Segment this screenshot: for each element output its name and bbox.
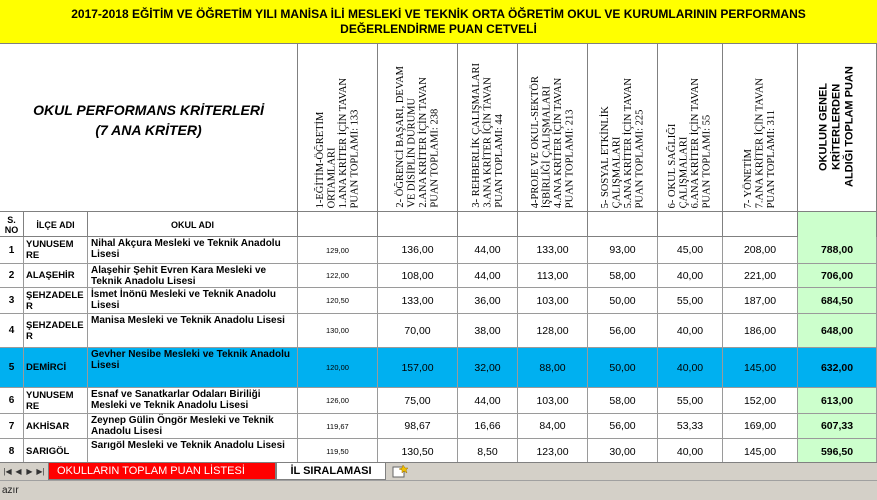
- total-score-cell[interactable]: 613,00: [798, 388, 877, 413]
- column-label-empty-7[interactable]: [723, 212, 798, 237]
- first-sheet-icon[interactable]: |◀: [3, 467, 12, 476]
- criterion-7-score-cell[interactable]: 145,00: [723, 348, 798, 387]
- criteria-title-line-2: (7 ANA KRİTER): [95, 122, 202, 138]
- table-row[interactable]: [0, 264, 877, 288]
- total-score-cell[interactable]: 788,00: [798, 237, 877, 263]
- criterion-5-score-cell[interactable]: 50,00: [588, 348, 658, 387]
- criteria-header-6-text: 6- OKUL SAĞLIĞI ÇALIŞMALARI 6.ANA KRİTER İÇİN TAVAN PUAN TOPLAMI: 55: [667, 77, 713, 208]
- criterion-7-score-cell[interactable]: 221,00: [723, 264, 798, 287]
- criterion-7-score-cell[interactable]: 145,00: [723, 439, 798, 462]
- table-row[interactable]: [0, 237, 877, 264]
- column-label-empty-3[interactable]: [458, 212, 518, 237]
- criterion-4-score-cell[interactable]: 123,00: [518, 439, 588, 462]
- column-label-empty-4[interactable]: [518, 212, 588, 237]
- criterion-1-score-cell[interactable]: 126,00: [298, 388, 378, 413]
- total-score-cell[interactable]: 684,50: [798, 288, 877, 313]
- criterion-5-score-cell[interactable]: 58,00: [588, 264, 658, 287]
- criterion-3-score-cell[interactable]: 44,00: [458, 237, 518, 263]
- column-label-empty-2[interactable]: [378, 212, 458, 237]
- table-row[interactable]: [0, 388, 877, 414]
- column-label-school[interactable]: OKUL ADI: [88, 212, 298, 237]
- criteria-header-7[interactable]: [723, 44, 798, 212]
- criteria-header-4-text: 4-PROJE VE OKUL-SEKTÖR İŞBİRLİĞİ ÇALIŞMALARI 4.ANA KRİTER İÇİN TAVAN PUAN TOPLAMI: 213: [529, 75, 575, 208]
- criteria-header-6[interactable]: [658, 44, 723, 212]
- criterion-1-score-cell[interactable]: 129,00: [298, 237, 378, 263]
- criteria-header-5[interactable]: [588, 44, 658, 212]
- criterion-6-score-cell[interactable]: 55,00: [658, 288, 723, 313]
- row-number-cell[interactable]: 6: [0, 388, 24, 413]
- criterion-2-score-cell[interactable]: 70,00: [378, 314, 458, 347]
- district-cell[interactable]: YUNUSEM RE: [24, 388, 88, 413]
- data-rows: [0, 237, 877, 462]
- table-row-highlighted[interactable]: [0, 348, 877, 388]
- criterion-2-score-cell[interactable]: 136,00: [378, 237, 458, 263]
- criteria-header-1-text: 1-EĞİTİM-ÖĞRETİM ORTAMLARI 1.ANA KRİTER İÇİN TAVAN PUAN TOPLAMI: 133: [314, 77, 360, 208]
- total-score-cell[interactable]: 648,00: [798, 314, 877, 347]
- criterion-1-score-cell[interactable]: 122,00: [298, 264, 378, 287]
- criterion-7-score-cell[interactable]: 186,00: [723, 314, 798, 347]
- criterion-6-score-cell[interactable]: 40,00: [658, 264, 723, 287]
- district-cell[interactable]: ŞEHZADELE R: [24, 314, 88, 347]
- row-number-cell[interactable]: 8: [0, 439, 24, 462]
- district-cell[interactable]: SARIGÖL: [24, 439, 88, 462]
- criteria-header-5-text: 5- SOSYAL ETKİNLİK ÇALIŞMALARI 5.ANA KRİTER İÇİN TAVAN PUAN TOPLAMI: 225: [599, 77, 645, 208]
- criterion-3-score-cell[interactable]: 38,00: [458, 314, 518, 347]
- criterion-1-score-cell[interactable]: 119,67: [298, 414, 378, 438]
- column-label-empty-total[interactable]: [798, 212, 877, 237]
- total-score-cell[interactable]: 706,00: [798, 264, 877, 287]
- criteria-title: [0, 44, 298, 212]
- column-label-district[interactable]: İLÇE ADI: [24, 212, 88, 237]
- criterion-1-score-cell[interactable]: 120,00: [298, 348, 378, 387]
- criterion-4-score-cell[interactable]: 133,00: [518, 237, 588, 263]
- criterion-2-score-cell[interactable]: 130,50: [378, 439, 458, 462]
- criterion-4-score-cell[interactable]: 103,00: [518, 388, 588, 413]
- district-cell[interactable]: ALAŞEHİR: [24, 264, 88, 287]
- school-name-cell[interactable]: Nihal Akçura Mesleki ve Teknik Anadolu Lisesi: [88, 237, 298, 263]
- criteria-header-4[interactable]: [518, 44, 588, 212]
- sheet-tab-total-score-list[interactable]: OKULLARIN TOPLAM PUAN LİSTESİ: [48, 463, 276, 480]
- school-name-cell[interactable]: Alaşehir Şehit Evren Kara Mesleki ve Teknik Anadolu Lisesi: [88, 264, 298, 287]
- criterion-5-score-cell[interactable]: 56,00: [588, 314, 658, 347]
- school-name-cell[interactable]: Sarıgöl Mesleki ve Teknik Anadolu Lisesi: [88, 439, 298, 462]
- criterion-5-score-cell[interactable]: 30,00: [588, 439, 658, 462]
- row-number-cell[interactable]: 4: [0, 314, 24, 347]
- criterion-1-score-cell[interactable]: 119,50: [298, 439, 378, 462]
- criterion-7-score-cell[interactable]: 208,00: [723, 237, 798, 263]
- table-row[interactable]: [0, 439, 877, 462]
- criterion-5-score-cell[interactable]: 56,00: [588, 414, 658, 438]
- criterion-6-score-cell[interactable]: 40,00: [658, 314, 723, 347]
- criterion-2-score-cell[interactable]: 133,00: [378, 288, 458, 313]
- district-cell[interactable]: ŞEHZADELE R: [24, 288, 88, 313]
- column-label-empty-6[interactable]: [658, 212, 723, 237]
- sheet-tab-province-ranking[interactable]: İL SIRALAMASI: [276, 463, 386, 480]
- criterion-3-score-cell[interactable]: 44,00: [458, 388, 518, 413]
- criterion-3-score-cell[interactable]: 32,00: [458, 348, 518, 387]
- column-label-row: [0, 212, 877, 237]
- school-name-cell[interactable]: İsmet İnönü Mesleki ve Teknik Anadolu Lisesi: [88, 288, 298, 313]
- column-label-empty-5[interactable]: [588, 212, 658, 237]
- criteria-header-2[interactable]: [378, 44, 458, 212]
- criterion-7-score-cell[interactable]: 152,00: [723, 388, 798, 413]
- criterion-5-score-cell[interactable]: 58,00: [588, 388, 658, 413]
- criterion-6-score-cell[interactable]: 55,00: [658, 388, 723, 413]
- insert-sheet-icon-graphic: [390, 464, 410, 479]
- total-score-cell[interactable]: 632,00: [798, 348, 877, 387]
- table-row[interactable]: [0, 314, 877, 348]
- total-score-header[interactable]: [798, 44, 877, 212]
- row-number-cell[interactable]: 2: [0, 264, 24, 287]
- row-number-cell[interactable]: 3: [0, 288, 24, 313]
- column-label-empty-1[interactable]: [298, 212, 378, 237]
- district-cell[interactable]: YUNUSEM RE: [24, 237, 88, 263]
- criterion-2-score-cell[interactable]: 108,00: [378, 264, 458, 287]
- criterion-4-score-cell[interactable]: 128,00: [518, 314, 588, 347]
- criterion-4-score-cell[interactable]: 103,00: [518, 288, 588, 313]
- criterion-5-score-cell[interactable]: 50,00: [588, 288, 658, 313]
- row-number-cell[interactable]: 7: [0, 414, 24, 438]
- criterion-6-score-cell[interactable]: 53,33: [658, 414, 723, 438]
- sheet-tab-bar: [0, 462, 877, 480]
- criterion-2-score-cell[interactable]: 98,67: [378, 414, 458, 438]
- criterion-4-score-cell[interactable]: 84,00: [518, 414, 588, 438]
- criteria-header-7-text: 7- YÖNETİM 7.ANA KRİTER İÇİN TAVAN PUAN TOPLAMI: 311: [742, 77, 777, 208]
- status-text: azır: [2, 485, 19, 496]
- district-cell[interactable]: DEMİRCİ: [24, 348, 88, 387]
- criterion-3-score-cell[interactable]: 36,00: [458, 288, 518, 313]
- criteria-header-block: [0, 44, 877, 212]
- criterion-6-score-cell[interactable]: 40,00: [658, 348, 723, 387]
- school-name-cell[interactable]: Manisa Mesleki ve Teknik Anadolu Lisesi: [88, 314, 298, 347]
- column-label-no[interactable]: S. NO: [0, 212, 24, 237]
- criteria-header-1[interactable]: [298, 44, 378, 212]
- criteria-title-line-1: OKUL PERFORMANS KRİTERLERİ: [33, 102, 264, 118]
- sheet-title: [0, 0, 877, 44]
- criterion-6-score-cell[interactable]: 40,00: [658, 439, 723, 462]
- criterion-4-score-cell[interactable]: 113,00: [518, 264, 588, 287]
- school-name-cell[interactable]: Esnaf ve Sanatkarlar Odaları Biriliği Mesleki ve Teknik Anadolu Lisesi: [88, 388, 298, 413]
- criterion-3-score-cell[interactable]: 8,50: [458, 439, 518, 462]
- table-row[interactable]: [0, 414, 877, 439]
- criterion-2-score-cell[interactable]: 75,00: [378, 388, 458, 413]
- row-number-cell[interactable]: 5: [0, 348, 24, 387]
- title-line-2: DEĞERLENDİRME PUAN CETVELİ: [340, 21, 537, 36]
- criterion-2-score-cell[interactable]: 157,00: [378, 348, 458, 387]
- criterion-1-score-cell[interactable]: 130,00: [298, 314, 378, 347]
- prev-sheet-icon[interactable]: ◀: [15, 467, 22, 476]
- criterion-5-score-cell[interactable]: 93,00: [588, 237, 658, 263]
- table-row[interactable]: [0, 288, 877, 314]
- criterion-7-score-cell[interactable]: 187,00: [723, 288, 798, 313]
- school-name-cell[interactable]: Gevher Nesibe Mesleki ve Teknik Anadolu Lisesi: [88, 348, 298, 387]
- total-score-header-text: OKULUN GENEL KRİTERLERDEN ALDIĞI TOPLAM PUAN: [817, 66, 856, 188]
- status-bar: [0, 480, 877, 500]
- title-line-1: 2017-2018 EĞİTİM VE ÖĞRETİM YILI MANİSA İLİ MESLEKİ VE TEKNİK ORTA ÖĞRETİM OKUL VE KURUMLARININ PERFORMANS: [71, 6, 806, 21]
- criterion-6-score-cell[interactable]: 45,00: [658, 237, 723, 263]
- district-cell[interactable]: AKHİSAR: [24, 414, 88, 438]
- insert-sheet-icon[interactable]: [390, 464, 410, 479]
- criteria-header-3[interactable]: [458, 44, 518, 212]
- criterion-1-score-cell[interactable]: 120,50: [298, 288, 378, 313]
- criterion-3-score-cell[interactable]: 16,66: [458, 414, 518, 438]
- criteria-header-3-text: 3- REHBERLİK ÇALIŞMALARI 3.ANA KRİTER İÇİN TAVAN PUAN TOPLAMI: 44: [470, 63, 505, 208]
- criterion-7-score-cell[interactable]: 169,00: [723, 414, 798, 438]
- total-score-cell[interactable]: 607,33: [798, 414, 877, 438]
- school-name-cell[interactable]: Zeynep Gülin Öngör Mesleki ve Teknik Anadolu Lisesi: [88, 414, 298, 438]
- criteria-header-2-text: 2- ÖĞRENCİ BAŞARI, DEVAM VE DİSİPLİN DURUMU 2.ANA KRİTER İÇİN TAVAN PUAN TOPLAMI: 238: [394, 66, 440, 208]
- criterion-3-score-cell[interactable]: 44,00: [458, 264, 518, 287]
- next-sheet-icon[interactable]: ▶: [26, 467, 33, 476]
- row-number-cell[interactable]: 1: [0, 237, 24, 263]
- total-score-cell[interactable]: 596,50: [798, 439, 877, 462]
- criterion-4-score-cell[interactable]: 88,00: [518, 348, 588, 387]
- last-sheet-icon[interactable]: ▶|: [36, 467, 45, 476]
